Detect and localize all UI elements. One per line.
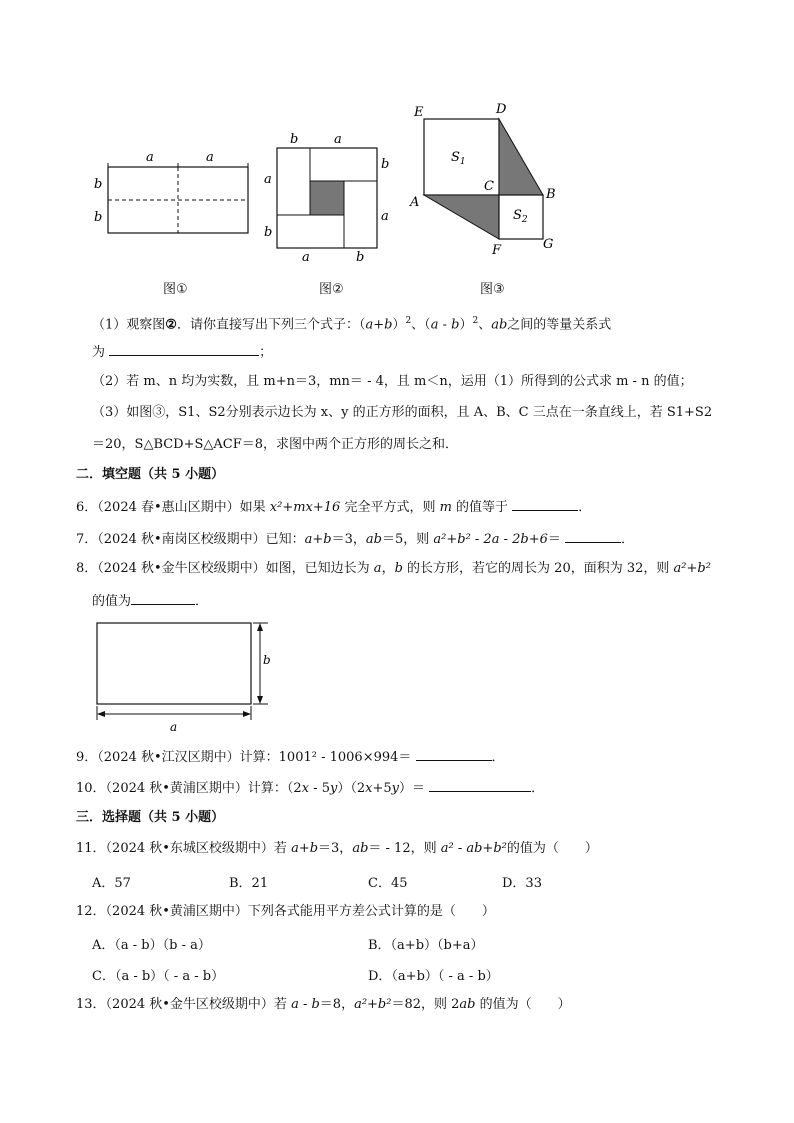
fig2-label-ra: a (381, 209, 389, 224)
question-8: 8．（2024 秋•金牛区校级期中）如图，已知边长为 a，b 的长方形，若它的周长为 20，面积为 32，则 a²+b² (76, 561, 711, 576)
fig2-label-ta: a (334, 132, 342, 147)
question-10: 10．（2024 秋•黄浦区期中）计算：（2x - 5y）（2x+5y）＝ ． (76, 778, 544, 798)
fig2-inner-shaded (310, 181, 344, 215)
fig3-label-E: E (414, 105, 424, 120)
fig3-label-D: D (496, 102, 507, 117)
question-7: 7．（2024 秋•南岗区校级期中）已知：a+b＝3，ab＝5，则 a²+b² - 2a - 2b+6＝ ． (76, 529, 634, 549)
fig3-label-B: B (546, 187, 556, 202)
fig2-caption: 图② (319, 282, 344, 297)
q12-option-b[interactable]: B．（a+b）（b+a） (368, 938, 484, 953)
q5-part3-line2: ＝20，S△BCD+S△ACF＝8，求图中两个正方形的周长之和． (92, 437, 459, 452)
fig2-label-la: a (264, 172, 272, 187)
q11-option-a[interactable]: A．57 (92, 876, 131, 891)
fig8-label-b: b (263, 653, 271, 667)
fig2-label-rb: b (381, 157, 390, 172)
q5-part3-line1: （3）如图③，S1、S2分别表示边长为 x、y 的正方形的面积，且 A、B、C 三点在一条直线上，若 S1+S2 (92, 405, 713, 420)
q5-part2: （2）若 m、n 均为实数，且 m+n＝3，mn＝ - 4，且 m＜n，运用（1）所得到的公式求 m - n 的值； (92, 374, 693, 389)
q12-option-a[interactable]: A．（a - b）（b - a） (92, 938, 211, 953)
question-8-cont: 的值为 ． (92, 591, 208, 611)
q10-answer-blank[interactable] (429, 778, 531, 792)
question-12: 12．（2024 秋•黄浦区期中）下列各式能用平方差公式计算的是（ ） (76, 904, 495, 919)
fig2-label-lb: b (264, 225, 273, 240)
q8-answer-blank[interactable] (131, 591, 195, 605)
question-6: 6．（2024 春•惠山区期中）如果 x²+mx+16 完全平方式，则 m 的值等于 ． (76, 497, 591, 517)
fig3-label-G: G (543, 237, 554, 252)
fig3-label-F: F (492, 243, 502, 258)
fig2-label-tb: b (290, 132, 299, 147)
question-13: 13．（2024 秋•金牛区校级期中）若 a - b＝8，a²+b²＝82，则 2ab 的值为（ ） (76, 997, 571, 1012)
fig3-label-s1: $S_1$ (451, 150, 466, 167)
figure-1 (0, 0, 794, 300)
q11-option-b[interactable]: B．21 (229, 876, 269, 891)
fig3-label-C: C (484, 179, 494, 194)
fig3-label-s2: $S_2$ (513, 208, 528, 225)
q5-part1: （1）观察图②．请你直接写出下列三个式子：$(a+b)^2$、（a - b）$^2$、ab之间的等量关系式 (92, 316, 612, 333)
question-9: 9．（2024 秋•江汉区期中）计算：1001² - 1006×994＝ ． (76, 747, 505, 767)
fig8-label-a: a (170, 720, 178, 734)
fig2-label-ba: a (302, 250, 310, 265)
q7-answer-blank[interactable] (565, 529, 621, 543)
q6-answer-blank[interactable] (512, 497, 578, 511)
fig3-triangle-bcd (499, 119, 543, 195)
fig1-caption: 图① (163, 282, 188, 297)
fig1-label-a1: a (146, 150, 154, 165)
q12-option-c[interactable]: C．（a - b）（ - a - b） (92, 969, 225, 984)
fig3-triangle-acf (424, 195, 499, 239)
section-2-heading: 二．填空题（共 5 小题） (76, 467, 225, 482)
q11-option-d[interactable]: D．33 (502, 876, 542, 891)
q12-option-d[interactable]: D．（a+b）（ - a - b） (368, 969, 499, 984)
fig1-label-a2: a (206, 150, 214, 165)
fig1-label-b1: b (94, 177, 103, 192)
fig3-caption: 图③ (480, 282, 505, 297)
q11-option-c[interactable]: C．45 (368, 876, 408, 891)
fig1-label-b2: b (94, 210, 103, 225)
question-11: 11．（2024 秋•东城区校级期中）若 a+b＝3，ab＝ - 12，则 a² - ab+b²的值为（ ） (76, 841, 598, 856)
fig8-rect (97, 623, 251, 704)
fig2-label-bb: b (356, 250, 365, 265)
q5-answer-blank[interactable] (109, 342, 259, 356)
q5-part1-answer: 为 ； (92, 342, 272, 362)
fig3-label-A: A (410, 195, 420, 210)
section-3-heading: 三．选择题（共 5 小题） (76, 810, 225, 825)
q9-answer-blank[interactable] (416, 747, 492, 761)
